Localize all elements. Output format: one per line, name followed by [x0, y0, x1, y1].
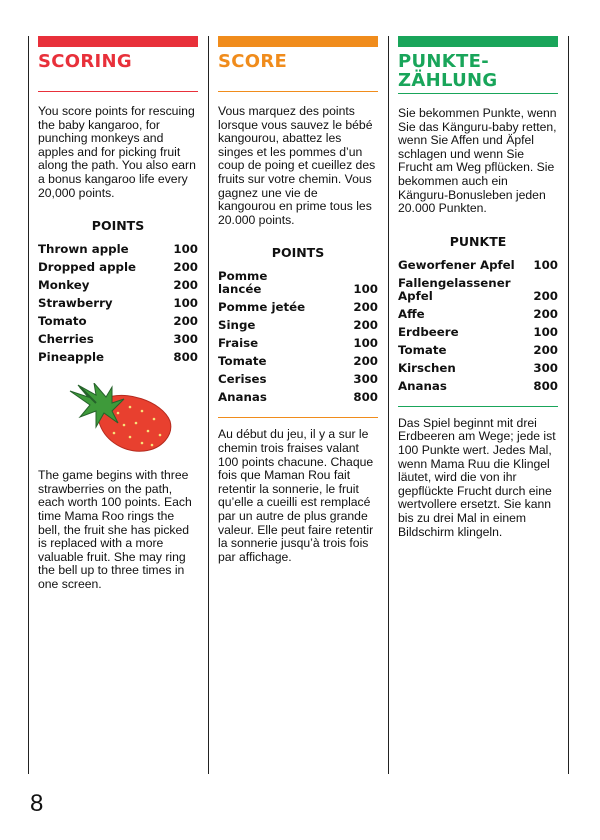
points-row: Erdbeere 100	[398, 324, 558, 339]
points-title: PUNKTE	[449, 233, 507, 249]
points-row: Kirschen 300	[398, 360, 558, 375]
intro-text: You score points for rescuing the baby kangaroo, for punching monkeys and apples and for picking fruit along the path. You also earn a bonus kangaroo life every 20,000 points.	[38, 104, 196, 200]
column-heading: PUNKTE- ZÄHLUNG	[398, 51, 498, 91]
points-title: POINTS	[91, 218, 145, 234]
outro-text: Au début du jeu, il y a sur le chemin trois fraises valant 100 points chacune. Chaque fois que Maman Rou fait retentir la sonnerie, le fruit qu’elle a cueilli est remplacé par un autre de plus grande valeur. Elle peut faire retentir la sonnerie jusqu’à trois fois par affichage.	[218, 427, 374, 564]
points-row: Thrown apple 100	[38, 242, 198, 257]
points-row: Pomme lancée 100	[218, 269, 378, 297]
points-row: Tomate 200	[398, 342, 558, 357]
points-row: Ananas 800	[218, 390, 378, 405]
section-divider	[218, 417, 378, 418]
points-row: Ananas 800	[398, 378, 558, 393]
column-heading: SCORING	[38, 51, 132, 72]
page-number: 8	[30, 790, 44, 817]
strawberry-icon	[66, 383, 174, 455]
outro-text: The game begins with three strawberries on the path, each worth 100 points. Each time Mama Roo rings the bell, the fruit she has picked is replaced with a more valuable fruit. She may ring the bell up to three times in one screen.	[38, 468, 192, 591]
points-row: Affe 200	[398, 306, 558, 321]
column-german	[398, 36, 558, 539]
outro-text: Das Spiel beginnt mit drei Erdbeeren am Wege; jede ist 100 Punkte wert. Jedes Mal, wenn Mama Ruu die Klingel läutet, wird die von ihr gepflückte Frucht durch eine wertvollere ersetzt. Sie kann bis zu drei Mal in einem Bildschirm klingeln.	[398, 415, 556, 539]
column-divider	[28, 36, 29, 774]
points-title: POINTS	[271, 245, 325, 261]
color-bar	[398, 36, 558, 47]
points-row: Dropped apple 200	[38, 260, 198, 275]
column-divider	[388, 36, 389, 774]
color-bar	[38, 36, 198, 47]
points-row: Cerises 300	[218, 372, 378, 387]
points-row: Monkey 200	[38, 278, 198, 293]
heading-underline	[38, 91, 198, 92]
points-row: Fraise 100	[218, 336, 378, 351]
points-row: Singe 200	[218, 318, 378, 333]
points-table	[398, 259, 558, 398]
column-french	[218, 36, 378, 564]
points-table	[38, 243, 198, 369]
points-row: Geworfener Apfel 100	[398, 257, 558, 272]
color-bar	[218, 36, 378, 47]
intro-text: Sie bekommen Punkte, wenn Sie das Känguru-baby retten, wenn Sie Affen und Äpfel schlagen und wenn Sie Frucht am Weg pflücken. Sie bekommen auch ein Känguru-Bonusleben jeden 20.000 Punkten.	[398, 106, 557, 216]
column-divider	[568, 36, 569, 774]
points-row: Tomate 200	[218, 354, 378, 369]
section-divider	[398, 406, 558, 407]
heading-underline	[398, 93, 558, 94]
points-row: Pomme jetée 200	[218, 300, 378, 315]
column-english	[38, 36, 198, 592]
column-divider	[208, 36, 209, 774]
heading-underline	[218, 91, 378, 92]
points-row: Strawberry 100	[38, 296, 198, 311]
column-heading: SCORE	[218, 51, 288, 72]
points-row: Tomato 200	[38, 314, 198, 329]
points-row: Pineapple 800	[38, 350, 198, 365]
points-row: Cherries 300	[38, 332, 198, 347]
intro-text: Vous marquez des points lorsque vous sauvez le bébé kangourou, abattez les singes et les pommes d’un coup de poing et cueillez des fruits sur votre chemin. Vous gagnez une vie de kangourou en prime tous les 20.000 points.	[218, 104, 376, 227]
points-table	[218, 270, 378, 409]
points-row: Fallengelassener Apfel 200	[398, 275, 558, 303]
